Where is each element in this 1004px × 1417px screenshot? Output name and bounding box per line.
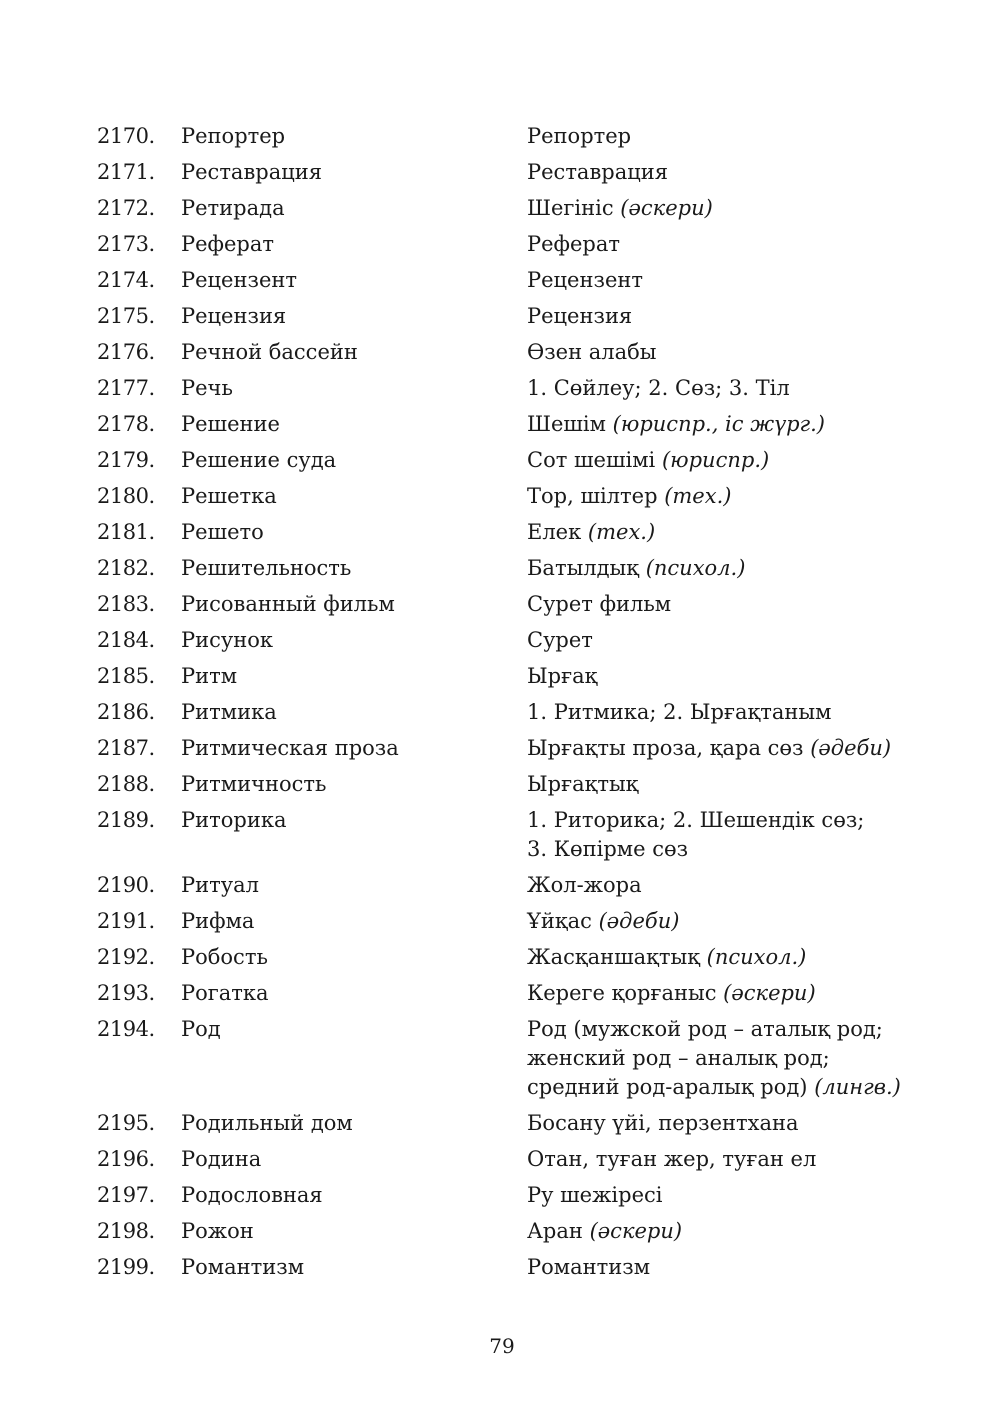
entry-number: 2196.: [97, 1147, 155, 1171]
russian-term: Ритмическая проза: [181, 736, 399, 760]
dictionary-entry: [97, 194, 957, 223]
dictionary-entry: [97, 554, 957, 583]
russian-term: Родина: [181, 1147, 262, 1171]
kazakh-translation: Жол-жора: [527, 873, 642, 897]
kazakh-translation-cell: [527, 662, 957, 691]
kazakh-translation-cell: [527, 1015, 957, 1102]
kazakh-translation: Рецензия: [527, 304, 633, 328]
russian-term: Рифма: [181, 909, 255, 933]
kazakh-translation: Ұйқас: [527, 909, 592, 933]
entry-number: 2178.: [97, 412, 155, 436]
kazakh-translation-cell: [527, 590, 957, 619]
dictionary-entry: [97, 1217, 957, 1246]
russian-term: Решето: [181, 520, 264, 544]
kazakh-translation-cell: [527, 1217, 957, 1246]
entry-number: 2199.: [97, 1255, 155, 1279]
kazakh-translation-cell: [527, 770, 957, 799]
kazakh-translation-cell: [527, 266, 957, 295]
kazakh-translation: Отан, туған жер, туған ел: [527, 1147, 817, 1171]
kazakh-translation-cell: [527, 122, 957, 151]
dictionary-entry: [97, 626, 957, 655]
russian-term: Ритм: [181, 664, 238, 688]
kazakh-translation: Батылдық: [527, 556, 639, 580]
usage-note: (әдеби): [810, 736, 892, 760]
kazakh-translation-cell: [527, 943, 957, 972]
dictionary-entry: [97, 266, 957, 295]
kazakh-translation-cell: [527, 734, 957, 763]
entry-number: 2186.: [97, 700, 155, 724]
kazakh-translation-cell: [527, 1181, 957, 1210]
entry-number: 2171.: [97, 160, 155, 184]
russian-term: Риторика: [181, 808, 287, 832]
dictionary-entry: [97, 1253, 957, 1282]
kazakh-translation: Реферат: [527, 232, 621, 256]
russian-term: Рожон: [181, 1219, 254, 1243]
russian-term: Речь: [181, 376, 233, 400]
usage-note: (тех.): [664, 484, 732, 508]
dictionary-entry: [97, 1145, 957, 1174]
entry-number: 2188.: [97, 772, 155, 796]
kazakh-translation: Репортер: [527, 124, 632, 148]
usage-note: (әскери): [723, 981, 816, 1005]
usage-note: (психол.): [645, 556, 746, 580]
russian-term: Решетка: [181, 484, 277, 508]
kazakh-translation: Сурет: [527, 628, 593, 652]
russian-term: Рецензия: [181, 304, 287, 328]
kazakh-translation-cell: [527, 626, 957, 655]
kazakh-translation-cell: [527, 410, 957, 439]
entry-number: 2194.: [97, 1017, 155, 1041]
entry-number: 2181.: [97, 520, 155, 544]
entry-number: 2172.: [97, 196, 155, 220]
kazakh-translation: Ырғақ: [527, 664, 598, 688]
russian-term: Решение суда: [181, 448, 337, 472]
dictionary-entry: [97, 1109, 957, 1138]
dictionary-entry: [97, 662, 957, 691]
dictionary-entry: [97, 446, 957, 475]
russian-term: Родословная: [181, 1183, 323, 1207]
kazakh-translation: Кереге қорғаныс: [527, 981, 717, 1005]
dictionary-entry: [97, 770, 957, 799]
kazakh-translation: Романтизм: [527, 1255, 651, 1279]
kazakh-translation: 1. Сөйлеу; 2. Сөз; 3. Тіл: [527, 376, 790, 400]
dictionary-entry: [97, 158, 957, 187]
entry-number: 2192.: [97, 945, 155, 969]
russian-term: Речной бассейн: [181, 340, 358, 364]
usage-note: (әскери): [620, 196, 713, 220]
dictionary-entry: [97, 410, 957, 439]
dictionary-entry: [97, 482, 957, 511]
dictionary-entry: [97, 907, 957, 936]
kazakh-translation: Сот шешімі: [527, 448, 656, 472]
kazakh-translation-cell: [527, 1253, 957, 1282]
entry-number: 2197.: [97, 1183, 155, 1207]
entry-number: 2183.: [97, 592, 155, 616]
kazakh-translation: Рецензент: [527, 268, 643, 292]
kazakh-translation-cell: [527, 554, 957, 583]
kazakh-translation: Ырғақты проза, қара сөз: [527, 736, 804, 760]
russian-term: Ритмика: [181, 700, 277, 724]
entry-number: 2198.: [97, 1219, 155, 1243]
kazakh-translation: Ру шежіресі: [527, 1183, 663, 1207]
dictionary-entry: [97, 943, 957, 972]
kazakh-translation-cell: [527, 871, 957, 900]
entry-number: 2185.: [97, 664, 155, 688]
kazakh-translation-cell: [527, 482, 957, 511]
kazakh-translation-cell: [527, 302, 957, 331]
kazakh-translation: Тор, шілтер: [527, 484, 658, 508]
dictionary-entry: [97, 698, 957, 727]
entry-number: 2195.: [97, 1111, 155, 1135]
dictionary-entry: [97, 1181, 957, 1210]
usage-note: (юриспр., іс жүрг.): [612, 412, 825, 436]
entry-number: 2179.: [97, 448, 155, 472]
russian-term: Реферат: [181, 232, 275, 256]
usage-note: (лингв.): [814, 1075, 901, 1099]
russian-term: Решительность: [181, 556, 352, 580]
russian-term: Родильный дом: [181, 1111, 353, 1135]
kazakh-translation: Өзен алабы: [527, 340, 657, 364]
kazakh-translation: Жасқаншақтық: [527, 945, 700, 969]
entry-number: 2190.: [97, 873, 155, 897]
russian-term: Ритуал: [181, 873, 259, 897]
dictionary-entry: [97, 302, 957, 331]
kazakh-translation: Шегініс: [527, 196, 614, 220]
russian-term: Решение: [181, 412, 280, 436]
kazakh-translation-cell: [527, 338, 957, 367]
entry-number: 2184.: [97, 628, 155, 652]
kazakh-translation-cell: [527, 374, 957, 403]
entry-number: 2175.: [97, 304, 155, 328]
kazakh-translation-cell: [527, 698, 957, 727]
dictionary-entry: [97, 338, 957, 367]
dictionary-entry: [97, 590, 957, 619]
russian-term: Реставрация: [181, 160, 322, 184]
kazakh-translation-cell: [527, 979, 957, 1008]
dictionary-entry: [97, 230, 957, 259]
dictionary-entry: [97, 122, 957, 151]
entry-number: 2180.: [97, 484, 155, 508]
dictionary-entry: [97, 1015, 957, 1102]
usage-note: (әскери): [589, 1219, 683, 1243]
kazakh-translation-cell: [527, 158, 957, 187]
kazakh-translation: Род (мужской род – аталық род; женский род – аналық род; средний род-аралық род): [527, 1017, 883, 1099]
russian-term: Ретирада: [181, 196, 285, 220]
dictionary-entry: [97, 806, 957, 864]
kazakh-translation: Елек: [527, 520, 582, 544]
entry-number: 2182.: [97, 556, 155, 580]
dictionary-entry: [97, 374, 957, 403]
usage-note: (әдеби): [598, 909, 680, 933]
dictionary-entry: [97, 871, 957, 900]
russian-term: Рогатка: [181, 981, 269, 1005]
kazakh-translation: Реставрация: [527, 160, 668, 184]
kazakh-translation-cell: [527, 1109, 957, 1138]
kazakh-translation: Ырғақтық: [527, 772, 639, 796]
kazakh-translation-cell: [527, 230, 957, 259]
entry-number: 2176.: [97, 340, 155, 364]
russian-term: Рисованный фильм: [181, 592, 395, 616]
dictionary-entry: [97, 979, 957, 1008]
dictionary-entry: [97, 734, 957, 763]
kazakh-translation: 1. Ритмика; 2. Ырғақтаным: [527, 700, 832, 724]
russian-term: Романтизм: [181, 1255, 305, 1279]
usage-note: (психол.): [706, 945, 807, 969]
russian-term: Ритмичность: [181, 772, 327, 796]
kazakh-translation-cell: [527, 907, 957, 936]
usage-note: (тех.): [587, 520, 656, 544]
russian-term: Робость: [181, 945, 268, 969]
page-number: 79: [489, 1334, 515, 1358]
kazakh-translation-cell: [527, 446, 957, 475]
entry-number: 2191.: [97, 909, 155, 933]
russian-term: Репортер: [181, 124, 286, 148]
kazakh-translation-cell: [527, 806, 957, 864]
russian-term: Рецензент: [181, 268, 297, 292]
entry-number: 2189.: [97, 808, 155, 832]
kazakh-translation: Босану үйі, перзентхана: [527, 1111, 799, 1135]
entry-number: 2170.: [97, 124, 155, 148]
entry-number: 2193.: [97, 981, 155, 1005]
entry-number: 2177.: [97, 376, 155, 400]
kazakh-translation: Сурет фильм: [527, 592, 672, 616]
russian-term: Рисунок: [181, 628, 274, 652]
kazakh-translation-cell: [527, 518, 957, 547]
entry-number: 2174.: [97, 268, 155, 292]
dictionary-entry: [97, 518, 957, 547]
kazakh-translation: 1. Риторика; 2. Шешендік сөз; 3. Көпірме сөз: [527, 808, 865, 861]
kazakh-translation-cell: [527, 1145, 957, 1174]
entry-number: 2173.: [97, 232, 155, 256]
usage-note: (юриспр.): [661, 448, 770, 472]
russian-term: Род: [181, 1017, 221, 1041]
kazakh-translation: Аран: [527, 1219, 583, 1243]
kazakh-translation-cell: [527, 194, 957, 223]
entry-number: 2187.: [97, 736, 155, 760]
kazakh-translation: Шешім: [527, 412, 606, 436]
dictionary-entries: [97, 122, 957, 1289]
